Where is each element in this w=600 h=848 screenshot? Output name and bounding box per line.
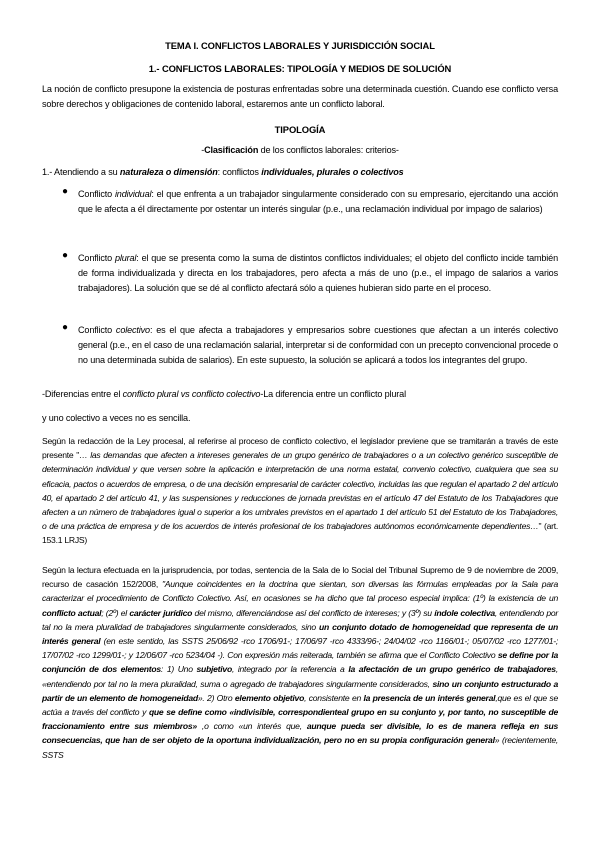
diferencias-line: -Diferencias entre el conflicto plural vs conflicto colectivo-La diferencia entre un conflicto plural (42, 389, 406, 399)
bullet-icon: ● (62, 250, 69, 261)
document-title: TEMA I. CONFLICTOS LABORALES Y JURISDICCIÓN SOCIAL (165, 40, 435, 51)
section-heading: 1.- CONFLICTOS LABORALES: TIPOLOGÍA Y MEDIOS DE SOLUCIÓN (148, 63, 452, 74)
criterio-line: 1.- Atendiendo a su naturaleza o dimensión: conflictos individuales, plurales o colectivos (42, 167, 404, 177)
clasificacion-line: -Clasificación de los conflictos laborales: criterios- (201, 145, 399, 155)
intro-paragraph: La noción de conflicto presupone la existencia de posturas enfrentadas sobre una determinada cuestión. Cuando ese conflicto versa sobre derechos y obligaciones de contenido laboral, estaremos ante un conflicto laboral. (42, 84, 558, 109)
bullet-icon: ● (62, 186, 69, 197)
diferencias-line-2: y uno colectivo a veces no es sencilla. (42, 413, 191, 423)
bullet-icon: ● (62, 322, 69, 333)
jurisprudencia-paragraph: Según la lectura efectuada en la jurisprudencia, por todas, sentencia de la Sala de lo Social del Tribunal Supremo de 9 de noviembre de 2009, recurso de casación 152/2008, "Aunque coincidentes en la doctrina que sientan, son diversas las fórmulas empleadas por la Sala para caracterizar el procedimiento de Conflicto Colectivo. Así, en ocasiones se ha dicho que tal proceso especial implica: (1º) la existencia de un conflicto actual; (2º) el carácter jurídico del mismo, diferenciándose así del conflicto de intereses; y (3º) su índole colectiva, entendiendo por tal no la mera pluralidad de trabajadores singularmente considerados, sino un conjunto dotado de homogeneidad que representa de un interés general (en este sentido, las SSTS 25/06/92 -rco 1706/91-; 17/06/97 -rco 4333/96-; 24/04/02 -rco 1166/01-; 05/07/02 -rco 1277/01-; 17/07/02 -rco 1299/01-; y 12/06/07 -rco 5234/04 -). Con expresión más reiterada, también se afirma que el Conflicto Colectivo se define por la conjunción de dos elementos: 1) Uno subjetivo, integrado por la referencia a la afectación de un grupo genérico de trabajadores, «entendiendo por tal no la mera pluralidad, suma o agregado de trabajadores singularmente considerados, sino un conjunto estructurado a partir de un elemento de homogeneidad». 2) Otro elemento objetivo, consistente en la presencia de un interés general,que es el que se actúa a través del conflicto y que se define como «indivisible, correspondienteal grupo en su conjunto y, por tanto, no susceptible de fraccionamiento entre sus miembros» ,o como «un interés que, aunque pueda ser divisible, lo es de manera refleja en sus consecuencias, que han de ser objeto de la oportuna individualización, pero no en su propia configuración general» (recientemente, SSTS (42, 565, 559, 760)
ley-paragraph: Según la redacción de la Ley procesal, al referirse al proceso de conflicto colectivo, el legislador previene que se tramitarán a través de este presente "… las demandas que afecten a intereses generales de un grupo genérico de trabajadores o a un colectivo genérico susceptible de determinación individual y que versen sobre la aplicación e interpretación de una norma estatal, convenio colectivo, cualquiera que sea su eficacia, pactos o acuerdos de empresa, o de una decisión empresarial de carácter colectivo, incluidas las que regulan el apartado 2 del artículo 40, el apartado 2 del artículo 41, y las suspensiones y reducciones de jornada previstas en el artículo 47 del Estatuto de los Trabajadores que afecten a un número de trabajadores igual o superior a los umbrales previstos en el apartado 1 del artículo 51 del Estatuto de los Trabajadores, o de una práctica de empresa y de los acuerdos de interés profesional de los trabajadores autónomos económicamente dependientes…" (art. 153.1 LRJS) (42, 436, 559, 546)
bullet-colectivo: Conflicto colectivo: es el que afecta a trabajadores y empresarios sobre cuestiones que afectan a un interés colectivo general (p.e., en el caso de una reclamación salarial, interpretar si de conformidad con un precepto convencional procede o no una determinada subida de salarios). En este supuesto, la solución se aplicará a todos los integrantes del grupo. (78, 325, 558, 365)
bullet-individual: Conflicto individual: el que enfrenta a un trabajador singularmente considerado con su empresario, ejercitando una acción que le afecta a él directamente por ostentar un interés singular (p.e., una reclamación individual por impago de salarios) (78, 189, 558, 214)
tipologia-heading: TIPOLOGÍA (274, 124, 326, 135)
bullet-plural: Conflicto plural: el que se presenta como la suma de distintos conflictos individuales; el objeto del conflicto incide también de forma individualizada y directa en los trabajadores, pero afecta a más de uno (p.e., el impago de salarios a varios trabajadores). La solución que se dé al conflicto afectará sólo a quienes hubieran sido parte en el proceso. (78, 253, 558, 293)
